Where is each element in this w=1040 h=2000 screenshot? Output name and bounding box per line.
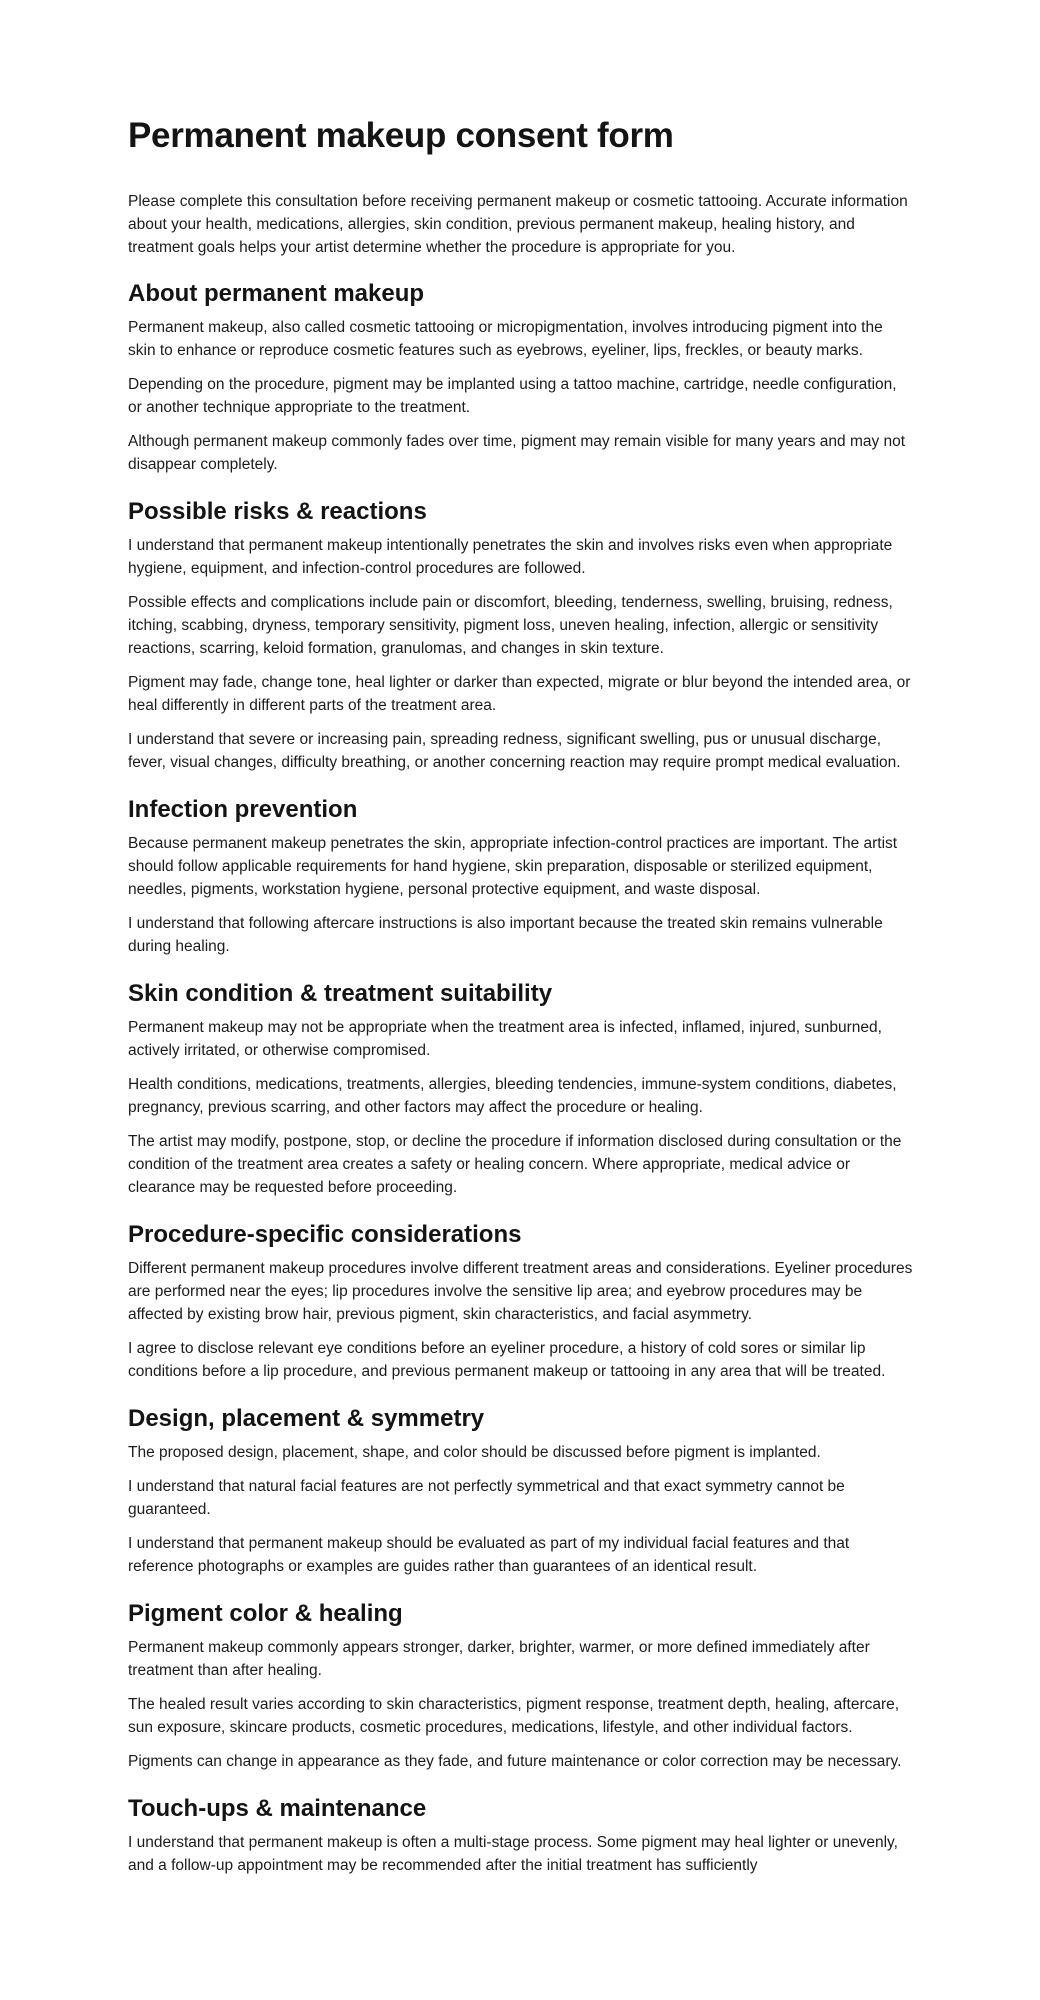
form-content bbox=[128, 112, 914, 1897]
section-paragraph: I understand that permanent makeup intentionally penetrates the skin and involves risks even when appropriate hygiene, equipment, and infection-control procedures are followed. bbox=[128, 537, 893, 577]
section-paragraph: I understand that permanent makeup is often a multi-stage process. Some pigment may heal lighter or unevenly, and a follow-up appointment may be recommended after the initial treatment has sufficiently bbox=[128, 1834, 898, 1874]
intro-paragraph: Please complete this consultation before receiving permanent makeup or cosmetic tattooing. Accurate information about your health, medications, allergies, skin condition, previous permanent makeup, healing history, and treatment goals helps your artist determine whether the procedure is appropriate for you. bbox=[128, 193, 908, 256]
section-paragraph: Although permanent makeup commonly fades over time, pigment may remain visible for many years and may not disappear completely. bbox=[128, 433, 906, 473]
section-paragraph: I understand that natural facial features are not perfectly symmetrical and that exact symmetry cannot be guaranteed. bbox=[128, 1478, 845, 1518]
section-heading: About permanent makeup bbox=[128, 280, 425, 307]
page-title: Permanent makeup consent form bbox=[128, 116, 674, 155]
section-paragraph: Health conditions, medications, treatments, allergies, bleeding tendencies, immune-system conditions, diabetes, pregnancy, previous scarring, and other factors may affect the procedure or healing. bbox=[128, 1076, 897, 1116]
section-heading: Skin condition & treatment suitability bbox=[128, 980, 553, 1007]
section-possible-risks bbox=[128, 496, 914, 774]
section-infection-prevention bbox=[128, 794, 914, 958]
section-paragraph: Pigment may fade, change tone, heal lighter or darker than expected, migrate or blur beyond the intended area, or heal differently in different parts of the treatment area. bbox=[128, 674, 911, 714]
section-paragraph: Depending on the procedure, pigment may be implanted using a tattoo machine, cartridge, needle configuration, or another technique appropriate to the treatment. bbox=[128, 376, 897, 416]
section-paragraph: Possible effects and complications include pain or discomfort, bleeding, tenderness, swelling, bruising, redness, itching, scabbing, dryness, temporary sensitivity, pigment loss, uneven healing, infection, allergic or sensitivity reactions, scarring, keloid formation, granulomas, and changes in skin texture. bbox=[128, 594, 893, 657]
section-touch-ups bbox=[128, 1793, 914, 1877]
section-paragraph: The healed result varies according to skin characteristics, pigment response, treatment depth, healing, aftercare, sun exposure, skincare products, cosmetic procedures, medications, lifestyle, and other individual factors. bbox=[128, 1696, 900, 1736]
section-pigment-color bbox=[128, 1598, 914, 1773]
section-heading: Pigment color & healing bbox=[128, 1600, 403, 1627]
section-paragraph: I understand that severe or increasing pain, spreading redness, significant swelling, pus or unusual discharge, fever, visual changes, difficulty breathing, or another concerning reaction may require prompt medical evaluation. bbox=[128, 731, 901, 771]
section-heading: Touch-ups & maintenance bbox=[128, 1795, 427, 1822]
section-paragraph: I understand that following aftercare instructions is also important because the treated skin remains vulnerable during healing. bbox=[128, 915, 883, 955]
section-design-placement bbox=[128, 1403, 914, 1578]
section-paragraph: Pigments can change in appearance as they fade, and future maintenance or color correction may be necessary. bbox=[128, 1753, 902, 1770]
section-paragraph: The proposed design, placement, shape, and color should be discussed before pigment is implanted. bbox=[128, 1444, 821, 1461]
section-paragraph: The artist may modify, postpone, stop, or decline the procedure if information disclosed during consultation or the condition of the treatment area creates a safety or healing concern. Where appropriate, medical advice or clearance may be requested before proceeding. bbox=[128, 1133, 902, 1196]
section-paragraph: Permanent makeup may not be appropriate when the treatment area is infected, inflamed, injured, sunburned, actively irritated, or otherwise compromised. bbox=[128, 1019, 882, 1059]
section-paragraph: Different permanent makeup procedures involve different treatment areas and considerations. Eyeliner procedures are performed near the eyes; lip procedures involve the sensitive lip area; and eyebrow procedures may be affected by existing brow hair, previous pigment, skin characteristics, and facial asymmetry. bbox=[128, 1260, 913, 1323]
section-paragraph: I agree to disclose relevant eye conditions before an eyeliner procedure, a history of cold sores or similar lip conditions before a lip procedure, and previous permanent makeup or tattooing in any area that will be treated. bbox=[128, 1340, 886, 1380]
section-heading: Design, placement & symmetry bbox=[128, 1405, 485, 1432]
section-heading: Infection prevention bbox=[128, 796, 358, 823]
section-heading: Possible risks & reactions bbox=[128, 498, 427, 525]
section-paragraph: Because permanent makeup penetrates the skin, appropriate infection-control practices are important. The artist should follow applicable requirements for hand hygiene, skin preparation, disposable or sterilized equipment, needles, pigments, workstation hygiene, personal protective equipment, and waste disposal. bbox=[128, 835, 898, 898]
section-paragraph: I understand that permanent makeup should be evaluated as part of my individual facial features and that reference photographs or examples are guides rather than guarantees of an identical result. bbox=[128, 1535, 850, 1575]
section-heading: Procedure-specific considerations bbox=[128, 1221, 522, 1248]
section-about-permanent-makeup bbox=[128, 278, 914, 476]
section-procedure-specific bbox=[128, 1219, 914, 1383]
section-skin-condition bbox=[128, 978, 914, 1199]
section-paragraph: Permanent makeup commonly appears stronger, darker, brighter, warmer, or more defined immediately after treatment than after healing. bbox=[128, 1639, 870, 1679]
section-paragraph: Permanent makeup, also called cosmetic tattooing or micropigmentation, involves introducing pigment into the skin to enhance or reproduce cosmetic features such as eyebrows, eyeliner, lips, freckles, or beauty marks. bbox=[128, 319, 883, 359]
